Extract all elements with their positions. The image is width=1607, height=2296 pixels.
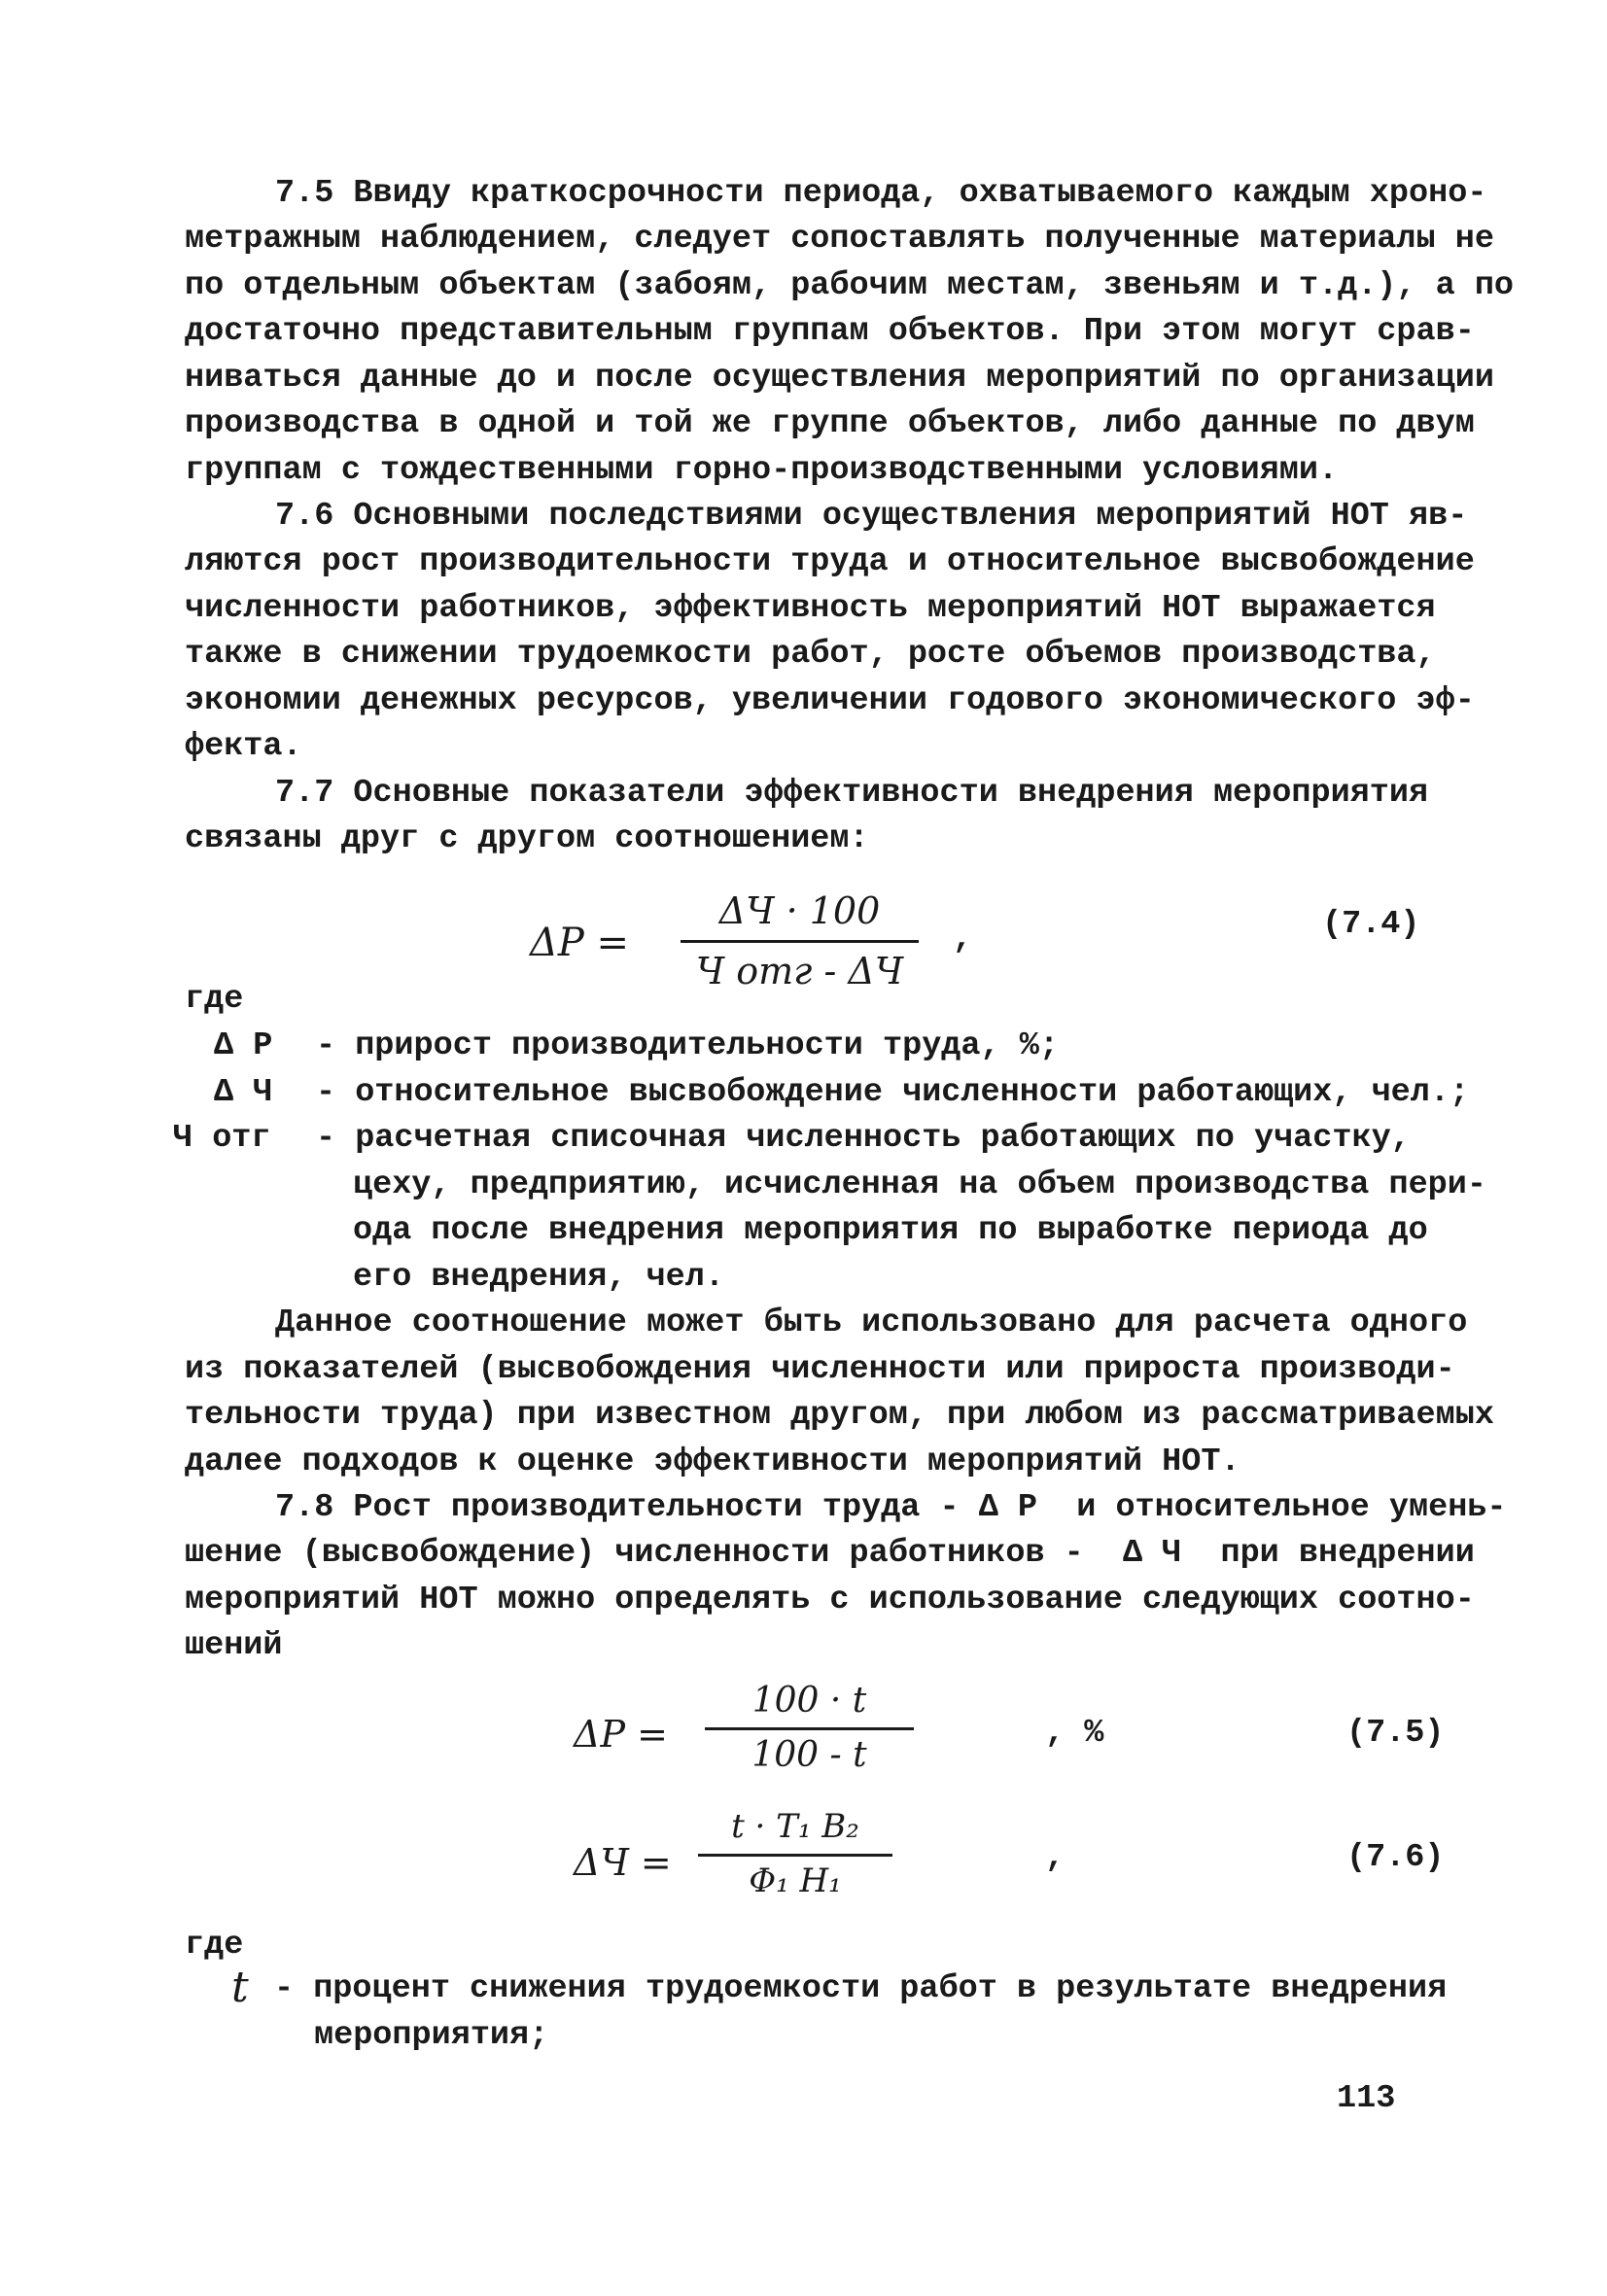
formula-7-4-fraction xyxy=(681,880,919,996)
formula-7-4-denominator: Ч отг - ΔЧ xyxy=(695,950,904,992)
paragraph-7-6-line: также в снижении трудоемкости работ, росте объемов производства, xyxy=(185,636,1436,673)
paragraph-7-5-line: 7.5 Ввиду краткосрочности периода, охватываемого каждым хроно- xyxy=(275,175,1487,212)
paragraph-7-8-line: мероприятий НОТ можно определять с использование следующих соотно- xyxy=(185,1582,1475,1618)
formula-7-4-trail: , xyxy=(953,921,973,957)
paragraph-7-6-line: численности работников, эффективность мероприятий НОТ выражается xyxy=(185,590,1436,627)
definition-continuation: ода после внедрения мероприятия по выработке периода до xyxy=(353,1212,1428,1249)
definition-continuation: цеху, предприятию, исчисленная на объем производства пери- xyxy=(353,1166,1486,1203)
where-label: где xyxy=(185,981,244,1018)
paragraph-7-6-line: ляются рост производительности труда и относительное высвобождение xyxy=(185,543,1475,580)
formula-7-4-lhs: ΔP = xyxy=(530,921,630,965)
definition-symbol: Ч отг xyxy=(173,1120,271,1157)
paragraph-7-5-line: группам с тождественными горно-производственными условиями. xyxy=(185,452,1339,489)
paragraph-7-8-line: шение (высвобождение) численности работников - Δ Ч при внедрении xyxy=(185,1535,1475,1572)
definition-text: - расчетная списочная численность работающих по участку, xyxy=(316,1120,1411,1157)
formula-7-6-denominator: Φ₁ H₁ xyxy=(749,1861,842,1900)
paragraph-ratio-line: из показателей (высвобождения численности или прироста производи- xyxy=(185,1351,1455,1388)
paragraph-ratio-line: далее подходов к оценке эффективности мероприятий НОТ. xyxy=(185,1444,1240,1480)
definition-text: - процент снижения трудоемкости работ в результате внедрения xyxy=(274,1970,1448,2007)
paragraph-7-5-line: ниваться данные до и после осуществления мероприятий по организации xyxy=(185,360,1494,397)
paragraph-7-8-line: 7.8 Рост производительности труда - Δ P и относительное умень- xyxy=(275,1489,1507,1526)
paragraph-7-5-line: по отдельным объектам (забоям, рабочим местам, звеньям и т.д.), а по xyxy=(185,267,1515,304)
paragraph-7-6-line: экономии денежных ресурсов, увеличении годового экономического эф- xyxy=(185,682,1475,719)
definition-continuation: мероприятия; xyxy=(314,2017,549,2054)
paragraph-7-7-line: 7.7 Основные показатели эффективности внедрения мероприятия xyxy=(275,775,1429,812)
fraction-bar xyxy=(698,1854,892,1857)
definition-text: - относительное высвобождение численности работающих, чел.; xyxy=(316,1074,1470,1111)
definition-symbol: Δ Ч xyxy=(214,1074,273,1111)
definition-continuation: его внедрения, чел. xyxy=(353,1259,724,1296)
definition-symbol: t xyxy=(231,1963,249,2012)
paragraph-ratio-line: тельности труда) при известном другом, при любом из рассматриваемых xyxy=(185,1397,1494,1434)
formula-7-4-numerator: ΔЧ · 100 xyxy=(718,889,881,932)
formula-7-5-numerator: 100 · t xyxy=(751,1681,867,1721)
formula-7-6-number: (7.6) xyxy=(1346,1839,1445,1876)
paragraph-ratio-line: Данное соотношение может быть использовано для расчета одного xyxy=(275,1305,1468,1341)
formula-7-5-lhs: ΔP = xyxy=(574,1713,668,1756)
formula-7-4-number: (7.4) xyxy=(1322,906,1420,943)
definition-symbol: Δ P xyxy=(214,1027,273,1064)
paragraph-7-6-line: фекта. xyxy=(185,728,302,765)
fraction-bar xyxy=(705,1727,914,1730)
definition-text: - прирост производительности труда, %; xyxy=(316,1027,1059,1064)
where-label: где xyxy=(185,1927,244,1964)
formula-7-6-trail: , xyxy=(1045,1839,1066,1876)
paragraph-7-8-line: шений xyxy=(185,1627,283,1664)
formula-7-5-number: (7.5) xyxy=(1346,1715,1445,1752)
paragraph-7-5-line: производства в одной и той же группе объектов, либо данные по двум xyxy=(185,405,1475,442)
formula-7-6-fraction xyxy=(698,1803,892,1915)
page-number: 113 xyxy=(1337,2080,1396,2117)
formula-7-5-trail: , % xyxy=(1045,1715,1104,1752)
paragraph-7-7-line: связаны друг с другом соотношением: xyxy=(185,820,869,857)
paragraph-7-6-line: 7.6 Основными последствиями осуществления мероприятий НОТ яв- xyxy=(275,498,1468,535)
formula-7-5-fraction xyxy=(705,1677,914,1784)
formula-7-5-denominator: 100 - t xyxy=(751,1735,867,1775)
paragraph-7-5-line: достаточно представительным группам объектов. При этом могут срав- xyxy=(185,313,1475,350)
paragraph-7-5-line: метражным наблюдением, следует сопоставлять полученные материалы не xyxy=(185,221,1494,258)
formula-7-6-numerator: t · T₁ B₂ xyxy=(731,1807,859,1846)
fraction-bar xyxy=(681,940,919,943)
formula-7-6-lhs: ΔЧ = xyxy=(574,1841,672,1884)
